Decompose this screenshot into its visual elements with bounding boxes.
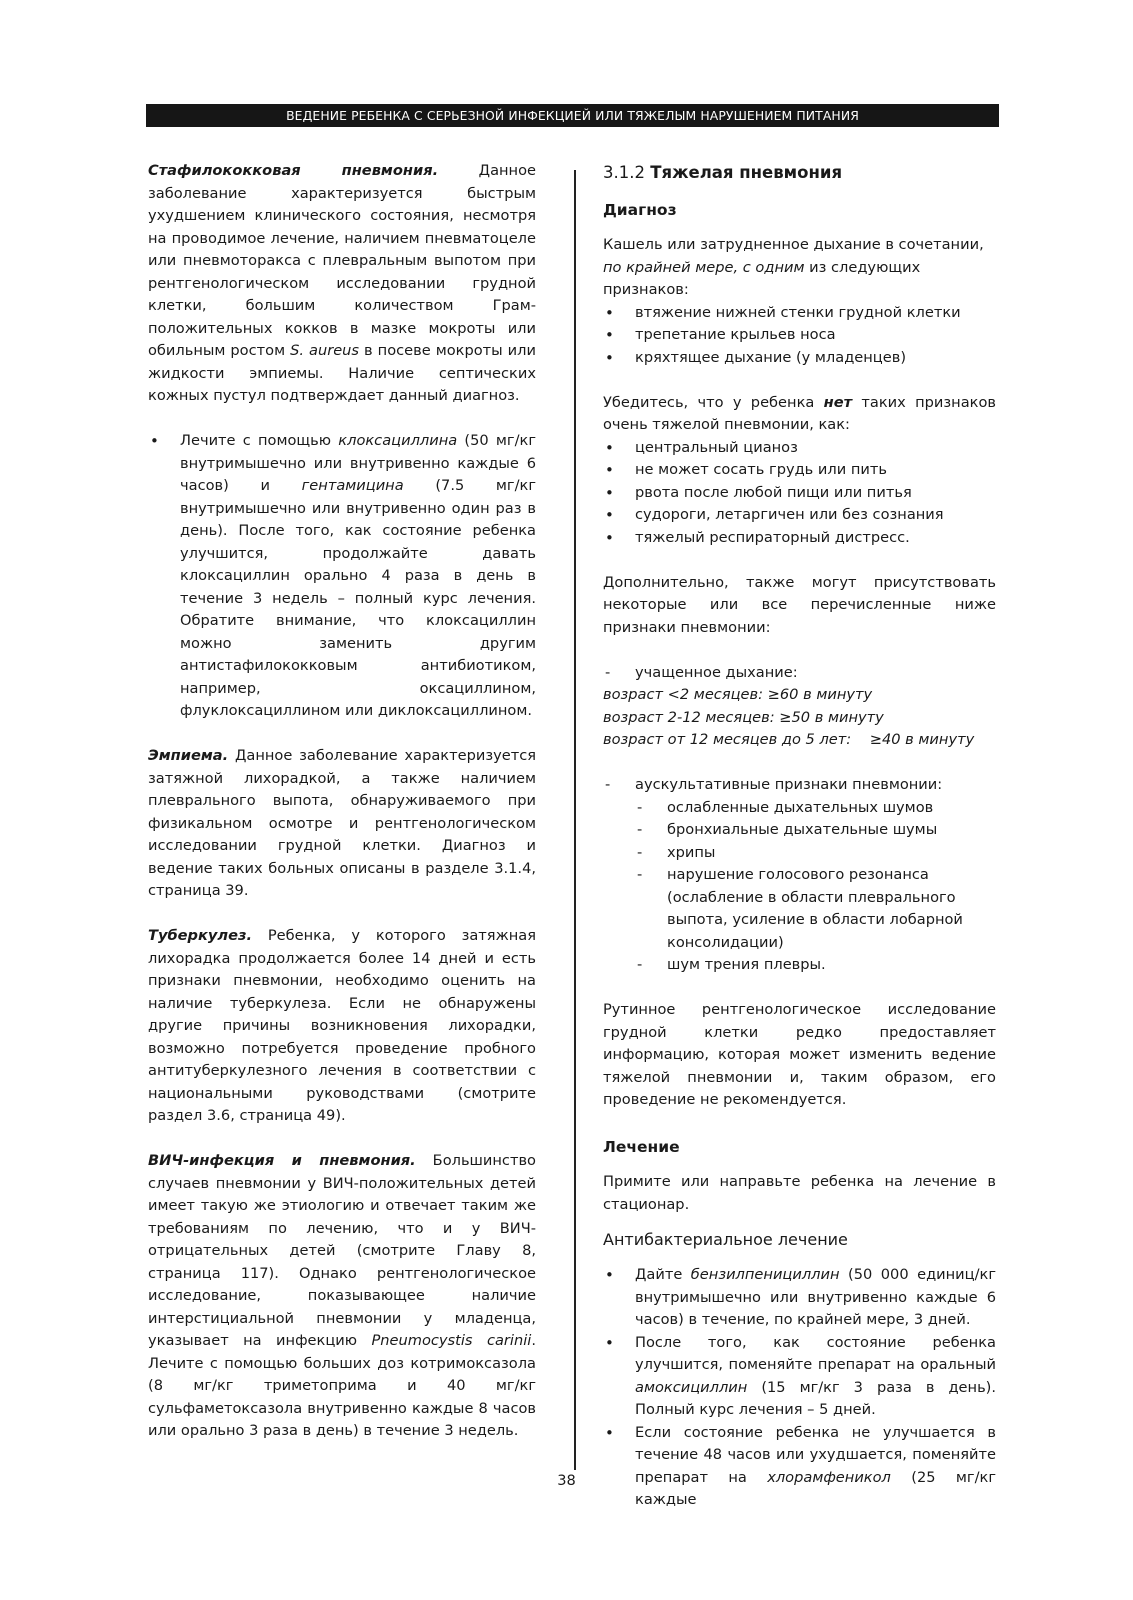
ensure-text-2: таких признаков очень тяжелой пневмонии, как: [603, 393, 996, 433]
auscultation-list [603, 774, 996, 797]
b3-text-2: (25 мг/кг каждые [635, 1468, 996, 1508]
age-threshold: возраст <2 месяцев: ≥60 в минуту [603, 686, 873, 703]
list-item [603, 1332, 996, 1422]
section-number: 3.1.2 [603, 163, 645, 182]
drug-amoxicillin: амоксициллин [635, 1378, 748, 1396]
treatment-heading: Лечение [603, 1138, 680, 1156]
staph-text-2: в посеве мокроты или жидкости эмпиемы. Наличие септических кожных пустул подтверждает данный диагноз. [148, 342, 536, 404]
list-item: • центральный цианоз [603, 437, 996, 460]
tb-text: Ребенка, у которого затяжная лихорадка продолжается более 14 дней и есть признаки пневмонии, необходимо оценить на наличие туберкулеза. Если не обнаружены другие причины возникновения лихорадки, возможно потребуется проведение пробного антитуберкулезного лечения в соответствии с национальными руководствами (смотрите раздел 3.6, страница 49). [148, 927, 536, 1124]
list-item [603, 1264, 996, 1332]
staph-text-1: Данное заболевание характеризуется быстрым ухудшением клинического состояния, несмотря на проводимое лечение, наличием пневматоцеле или пневмоторакса с плевральным выпотом при рентгенологическом исследовании грудной клетки, большим количеством Грам-положительных кокков в мазке мокроты или обильным ростом [148, 162, 536, 359]
section-title-text: Тяжелая пневмония [650, 163, 843, 182]
intro-italic: по крайней мере, с одним [603, 258, 805, 276]
treat-text-1: Лечите с помощью [180, 432, 339, 449]
list-item: • не может сосать грудь или пить [603, 459, 996, 482]
admit-paragraph: Примите или направьте ребенка на лечение в стационар. [603, 1173, 996, 1213]
running-header: ВЕДЕНИЕ РЕБЕНКА С СЕРЬЕЗНОЙ ИНФЕКЦИЕЙ ИЛИ ТЯЖЕЛЫМ НАРУШЕНИЕМ ПИТАНИЯ [146, 104, 999, 127]
list-item: - ослабленные дыхательных шумов [635, 797, 996, 820]
b1-text-1: Дайте [635, 1266, 691, 1283]
b1-text-2: (50 000 единиц/кг внутримышечно или внутривенно каждые 6 часов) в течение, по крайней мере, 3 дней. [635, 1266, 997, 1328]
list-item: - шум трения плевры. [635, 954, 996, 977]
staph-treatment-list [148, 430, 536, 723]
additional-signs-paragraph: Дополнительно, также могут присутствовать некоторые или все перечисленные ниже признаки пневмонии: [603, 573, 996, 636]
hiv-text-1: Большинство случаев пневмонии у ВИЧ-положительных детей имеет такую же этиологию и отвечает таким же требованиям по лечению, что и у ВИЧ-отрицательных детей (смотрите Главу 8, страница 117). Однако рентгенологическое исследование, показывающее наличие интерстициальной пневмонии у младенца, указывает на инфекцию [148, 1152, 536, 1349]
column-divider [574, 170, 576, 1470]
intro-text-2: из следующих признаков: [603, 258, 921, 298]
drug-gentamicin: гентамицина [301, 477, 404, 494]
tb-lead: Туберкулез. [148, 927, 253, 944]
b3-text-1: Если состояние ребенка не улучшается в течение 48 часов или ухудшается, поменяйте препарат на [635, 1423, 996, 1486]
treat-text-3: (7.5 мг/кг внутримышечно или внутривенно один раз в день). После того, как состояние ребенка улучшится, продолжайте давать клоксациллин орально 4 раза в день в течение 3 недель – полный курс лечения. Обратите внимание, что клоксациллин можно заменить другим антистафилококковым антибиотиком, например, оксациллином, флуклоксациллином или диклоксациллином. [180, 477, 536, 719]
empyema-paragraph [148, 745, 536, 903]
severe-signs-list [603, 437, 996, 550]
intro-text-1: Кашель или затрудненное дыхание в сочетании, [603, 236, 984, 253]
list-item: - учащенное дыхание: [603, 662, 996, 685]
hiv-text-2: . Лечите с помощью больших доз котримоксазола (8 мг/кг триметоприма и 40 мг/кг сульфаметоксазола внутривенно каждые 8 часов или орально 3 раза в день) в течение 3 недель. [148, 1332, 536, 1439]
b2-text-1: После того, как состояние ребенка улучшится, поменяйте препарат на оральный [635, 1333, 996, 1373]
list-item [148, 430, 536, 723]
list-item: • судороги, летаргичен или без сознания [603, 504, 996, 527]
right-column [603, 160, 996, 1512]
empyema-text: Данное заболевание характеризуется затяжной лихорадкой, а также наличием плеврального выпота, обнаруживаемого при физикальном осмотре и рентгенологическом исследовании грудной клетки. Диагноз и ведение таких больных описаны в разделе 3.1.4, страница 39. [148, 747, 536, 899]
ensure-emphasis: нет [823, 393, 853, 411]
section-title [603, 160, 996, 186]
drug-benzylpenicillin: бензилпенициллин [690, 1266, 840, 1283]
ensure-text-1: Убедитесь, что у ребенка [603, 393, 824, 411]
hiv-paragraph [148, 1150, 536, 1443]
pneumonia-signs-list [603, 302, 996, 370]
b2-text-2: (15 мг/кг 3 раза в день). Полный курс лечения – 5 дней. [635, 1378, 996, 1418]
xray-paragraph: Рутинное рентгенологическое исследование грудной клетки редко предоставляет информацию, которая может изменить ведение тяжелой пневмонии и, таким образом, его проведение не рекомендуется. [603, 1001, 996, 1108]
staph-organism: S. aureus [290, 342, 360, 359]
list-item: - нарушение голосового резонанса (ослабление в области плеврального выпота, усиление в области лобарной консолидации) [635, 864, 996, 954]
auscultation-sublist [635, 797, 996, 977]
staph-lead: Стафилококковая пневмония. [148, 162, 439, 179]
age-threshold: возраст 2-12 месяцев: ≥50 в минуту [603, 708, 884, 726]
list-item: • втяжение нижней стенки грудной клетки [603, 302, 996, 325]
list-item: - хрипы [635, 842, 996, 865]
antibiotic-heading: Антибактериальное лечение [603, 1230, 848, 1249]
list-item [603, 1422, 996, 1512]
staph-pneumonia-paragraph [148, 160, 536, 408]
age-threshold: возраст от 12 месяцев до 5 лет: ≥40 в минуту [603, 731, 975, 748]
drug-chloramphenicol: хлорамфеникол [767, 1468, 891, 1486]
diagnosis-heading: Диагноз [603, 201, 677, 219]
page-number: 38 [557, 1472, 576, 1489]
list-item: - бронхиальные дыхательные шумы [635, 819, 996, 842]
fast-breathing-list [603, 662, 996, 685]
hiv-organism: Pneumocystis carinii [371, 1332, 532, 1349]
diagnosis-intro [603, 234, 996, 302]
list-item: • кряхтящее дыхание (у младенцев) [603, 347, 996, 370]
treat-text-2: (50 мг/кг внутримышечно или внутривенно каждые 6 часов) и [180, 432, 536, 494]
list-item: • рвота после любой пищи или питья [603, 482, 996, 505]
ensure-paragraph [603, 392, 996, 437]
left-column [148, 160, 536, 1443]
hiv-lead: ВИЧ-инфекция и пневмония. [148, 1152, 416, 1169]
list-item: • тяжелый респираторный дистресс. [603, 527, 996, 550]
list-item: - аускультативные признаки пневмонии: [603, 774, 996, 797]
empyema-lead: Эмпиема. [148, 747, 229, 764]
list-item: • трепетание крыльев носа [603, 324, 996, 347]
tb-paragraph [148, 925, 536, 1128]
drug-cloxacillin: клоксациллина [338, 432, 458, 449]
